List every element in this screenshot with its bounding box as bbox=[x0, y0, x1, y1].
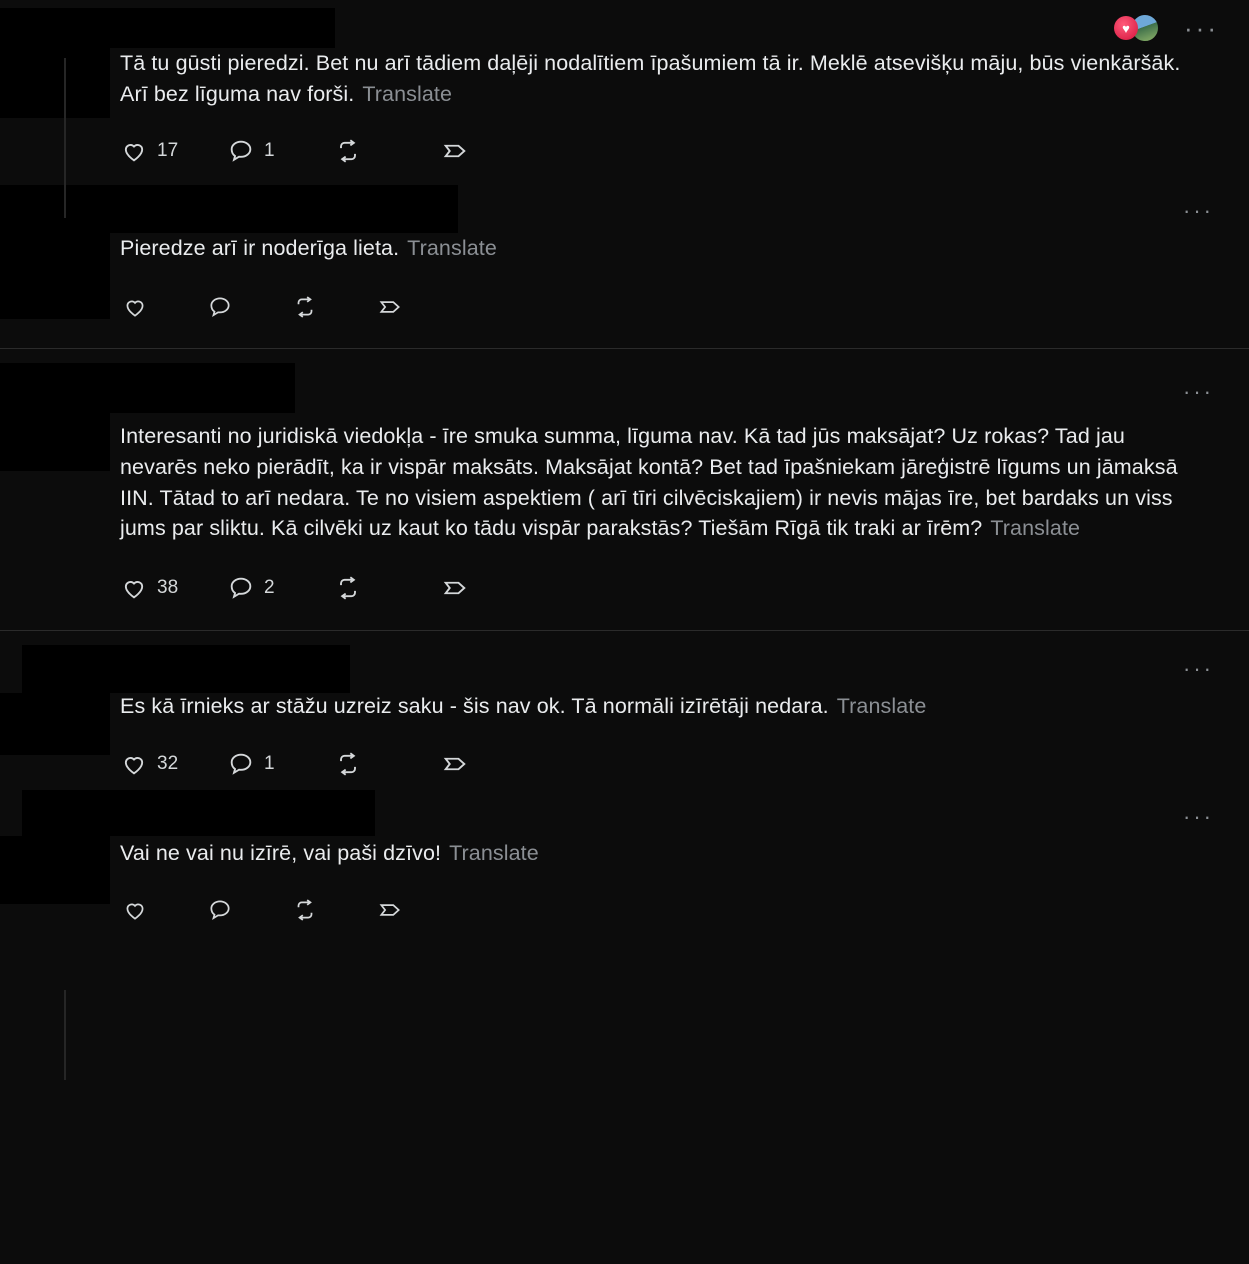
comment-icon bbox=[227, 750, 255, 778]
comment-actions bbox=[0, 574, 1249, 602]
heart-icon bbox=[120, 137, 148, 165]
heart-reaction-icon: ♥ bbox=[1114, 16, 1138, 40]
redacted-username bbox=[0, 8, 335, 48]
redacted-username bbox=[0, 363, 295, 413]
more-options-icon[interactable]: ··· bbox=[1184, 13, 1219, 43]
redacted-username bbox=[22, 645, 350, 693]
section-divider bbox=[0, 348, 1249, 349]
reply-button[interactable] bbox=[227, 574, 334, 602]
redacted-avatar bbox=[0, 48, 110, 118]
more-options-icon[interactable]: ··· bbox=[1183, 656, 1214, 682]
comment-text bbox=[0, 421, 1249, 544]
like-count: 38 bbox=[157, 577, 179, 599]
thread-line bbox=[64, 990, 66, 1080]
like-button[interactable] bbox=[122, 294, 207, 320]
reply-button[interactable] bbox=[227, 137, 334, 165]
repost-icon bbox=[334, 574, 362, 602]
comment-actions bbox=[0, 137, 1249, 165]
reply-button[interactable] bbox=[207, 294, 292, 320]
thread-line bbox=[64, 58, 66, 218]
repost-button[interactable] bbox=[292, 294, 377, 320]
more-options-icon[interactable]: ··· bbox=[1183, 198, 1214, 224]
comment-header bbox=[0, 0, 1249, 56]
share-icon bbox=[441, 137, 469, 165]
share-icon bbox=[377, 294, 403, 320]
translate-link[interactable]: Translate bbox=[990, 516, 1081, 541]
comment-body: Vai ne vai nu izīrē, vai paši dzīvo! bbox=[120, 840, 442, 865]
redacted-avatar bbox=[0, 693, 110, 755]
like-button[interactable] bbox=[120, 137, 227, 165]
like-button[interactable] bbox=[120, 574, 227, 602]
comment-body: Interesanti no juridiskā viedokļa - īre smuka summa, līguma nav. Kā tad jūs maksājat? Uz rokas? Tad jau nevarēs neko pierādīt, ka ir vispār maksāts. Maksājat kontā? Bet tad īpašniekam jāreģistrē līgums un jāmaksā IIN. Tātad to arī nedara. Te no visiem aspektiem ( arī tīri cilvēciskajiem) ir nevis mājas īre, bet bardaks un viss jums par sliktu. Kā cilvēki uz kaut ko tādu vispār parakstās? Tiešām Rīgā tik traki ar īrēm? bbox=[120, 424, 1178, 541]
translate-link[interactable]: Translate bbox=[407, 236, 497, 261]
comment-text bbox=[0, 48, 1249, 109]
comment-icon bbox=[207, 294, 233, 320]
comment-item bbox=[0, 183, 1249, 320]
repost-button[interactable] bbox=[334, 574, 441, 602]
comment-body: Pieredze arī ir noderīga lieta. bbox=[120, 236, 400, 261]
repost-button[interactable] bbox=[334, 750, 441, 778]
comment-header bbox=[0, 183, 1249, 239]
heart-icon bbox=[122, 294, 148, 320]
heart-icon bbox=[120, 574, 148, 602]
repost-icon bbox=[334, 750, 362, 778]
reply-count: 1 bbox=[264, 752, 275, 774]
comment-header bbox=[0, 790, 1249, 844]
comment-actions bbox=[0, 897, 1249, 923]
share-icon bbox=[441, 750, 469, 778]
comment-icon bbox=[227, 574, 255, 602]
comment-actions bbox=[0, 294, 1249, 320]
comment-icon bbox=[207, 897, 233, 923]
heart-icon bbox=[122, 897, 148, 923]
like-button[interactable] bbox=[122, 897, 207, 923]
comment-actions bbox=[0, 750, 1249, 778]
redacted-avatar bbox=[0, 413, 110, 471]
translate-link[interactable]: Translate bbox=[362, 81, 453, 106]
reply-button[interactable] bbox=[227, 750, 334, 778]
reply-button[interactable] bbox=[207, 897, 292, 923]
redacted-avatar bbox=[0, 233, 110, 319]
like-count: 17 bbox=[157, 140, 179, 162]
comment-item bbox=[0, 641, 1249, 778]
redacted-avatar bbox=[0, 836, 110, 904]
share-button[interactable] bbox=[441, 750, 548, 778]
reaction-summary[interactable] bbox=[1114, 14, 1159, 42]
reply-count: 1 bbox=[264, 140, 275, 162]
section-divider bbox=[0, 630, 1249, 631]
comment-header bbox=[0, 359, 1249, 425]
share-button[interactable] bbox=[377, 294, 462, 320]
comment-item bbox=[0, 790, 1249, 923]
comment-header bbox=[0, 641, 1249, 697]
share-button[interactable] bbox=[441, 574, 548, 602]
translate-link[interactable]: Translate bbox=[449, 840, 539, 865]
like-count: 32 bbox=[157, 752, 179, 774]
comment-item bbox=[0, 359, 1249, 602]
comment-body: Tā tu gūsti pieredzi. Bet nu arī tādiem daļēji nodalītiem īpašumiem tā ir. Meklē atsevišķu māju, būs vienkāršāk. Arī bez līguma nav forši. bbox=[120, 51, 1181, 106]
repost-button[interactable] bbox=[292, 897, 377, 923]
more-options-icon[interactable]: ··· bbox=[1183, 803, 1214, 829]
repost-icon bbox=[334, 137, 362, 165]
repost-icon bbox=[292, 294, 318, 320]
comment-body: Es kā īrnieks ar stāžu uzreiz saku - šis nav ok. Tā normāli izīrētāji nedara. bbox=[120, 694, 829, 719]
comment-icon bbox=[227, 137, 255, 165]
share-button[interactable] bbox=[377, 897, 462, 923]
like-button[interactable] bbox=[120, 750, 227, 778]
heart-icon bbox=[120, 750, 148, 778]
repost-button[interactable] bbox=[334, 137, 441, 165]
reply-count: 2 bbox=[264, 577, 275, 599]
redacted-username bbox=[0, 185, 458, 233]
repost-icon bbox=[292, 897, 318, 923]
comment-item bbox=[0, 0, 1249, 165]
more-options-icon[interactable]: ··· bbox=[1183, 379, 1214, 405]
redacted-username bbox=[22, 790, 375, 836]
share-icon bbox=[441, 574, 469, 602]
translate-link[interactable]: Translate bbox=[836, 694, 927, 719]
share-button[interactable] bbox=[441, 137, 548, 165]
share-icon bbox=[377, 897, 403, 923]
